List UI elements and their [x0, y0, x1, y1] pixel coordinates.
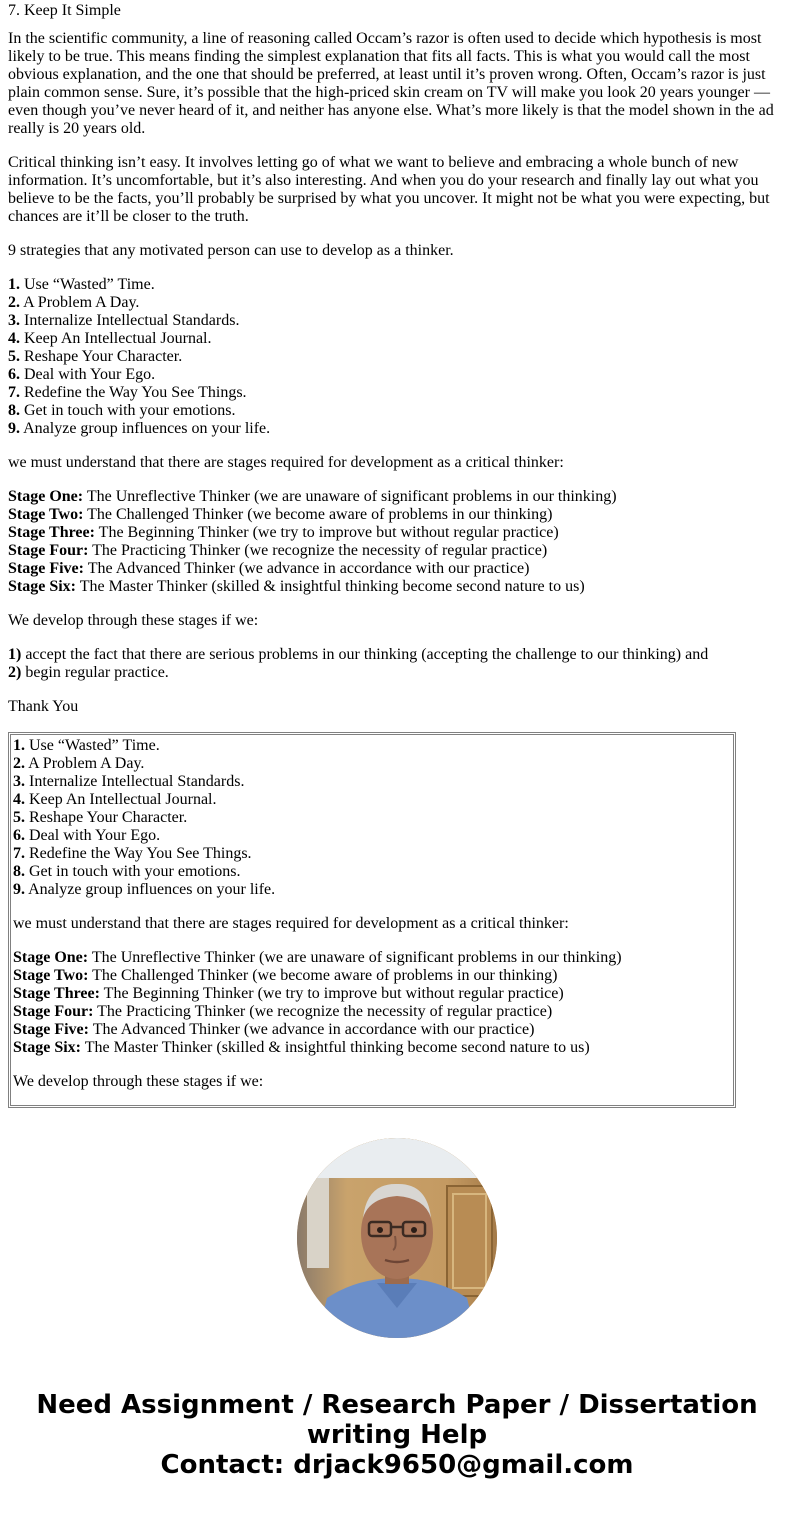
strategies-intro: 9 strategies that any motivated person can use to develop as a thinker.: [8, 242, 454, 259]
list-item: Stage One: The Unreflective Thinker (we are unaware of significant problems in our thinking): [8, 488, 617, 505]
list-item: 3. Internalize Intellectual Standards.: [13, 773, 245, 790]
list-item: 6. Deal with Your Ego.: [8, 366, 156, 383]
list-item: Stage Four: The Practicing Thinker (we recognize the necessity of regular practice): [8, 542, 548, 559]
list-item: 1. Use “Wasted” Time.: [13, 737, 160, 754]
stages-intro: we must understand that there are stages required for development as a critical thinker:: [8, 454, 564, 471]
list-item: 7. Redefine the Way You See Things.: [13, 845, 252, 862]
footer-line-2: writing Help: [306, 1420, 488, 1450]
list-item: 3. Internalize Intellectual Standards.: [8, 312, 240, 329]
conditions-list: [8, 646, 786, 682]
list-item: 8. Get in touch with your emotions.: [13, 863, 241, 880]
list-item: 7. Redefine the Way You See Things.: [8, 384, 247, 401]
author-photo-container: [8, 1138, 786, 1338]
section-heading: 7. Keep It Simple: [8, 2, 121, 19]
box-stages-list: [13, 949, 731, 1057]
list-item: Stage Two: The Challenged Thinker (we become aware of problems in our thinking): [8, 506, 553, 523]
box-develop-intro: We develop through these stages if we:: [13, 1073, 264, 1090]
quoted-summary-content: [10, 734, 734, 1106]
list-item: Stage Six: The Master Thinker (skilled & insightful thinking become second nature to us): [13, 1039, 590, 1056]
strategies-list: [8, 276, 786, 438]
list-item: Stage Four: The Practicing Thinker (we recognize the necessity of regular practice): [13, 1003, 553, 1020]
author-photo: [297, 1138, 497, 1338]
critical-thinking-paragraph: Critical thinking isn’t easy. It involves letting go of what we want to believe and embracing a whole bunch of new information. It’s uncomfortable, but it’s also interesting. And when you do your research and finally lay out what you believe to be the facts, you’ll probably be surprised by what you uncover. It might not be what you were expecting, but chances are it’ll be closer to the truth.: [8, 154, 770, 225]
list-item: 9. Analyze group influences on your life.: [13, 881, 276, 898]
list-item: Stage Two: The Challenged Thinker (we become aware of problems in our thinking): [13, 967, 558, 984]
list-item: Stage Six: The Master Thinker (skilled & insightful thinking become second nature to us): [8, 578, 585, 595]
list-item: 1. Use “Wasted” Time.: [8, 276, 155, 293]
box-strategies-list: [13, 737, 731, 899]
list-item: Stage One: The Unreflective Thinker (we are unaware of significant problems in our thinking): [13, 949, 622, 966]
footer-contact: [8, 1390, 786, 1480]
list-item: 2. A Problem A Day.: [8, 294, 140, 311]
list-item: Stage Three: The Beginning Thinker (we try to improve but without regular practice): [8, 524, 559, 541]
occams-razor-paragraph: In the scientific community, a line of reasoning called Occam’s razor is often used to decide which hypothesis is most likely to be true. This means finding the simplest explanation that fits all facts. This is what you would call the most obvious explanation, and the one that should be preferred, at least until it’s proven wrong. Often, Occam’s razor is just plain common sense. Sure, it’s possible that the high-priced skin cream on TV will make you look 20 years younger — even though you’ve never heard of it, and neither has anyone else. What’s more likely is that the model shown in the ad really is 20 years old.: [8, 30, 774, 137]
list-item: 1) accept the fact that there are serious problems in our thinking (accepting the challenge to our thinking) and: [8, 646, 709, 663]
list-item: Stage Five: The Advanced Thinker (we advance in accordance with our practice): [8, 560, 530, 577]
list-item: 2. A Problem A Day.: [13, 755, 145, 772]
list-item: 5. Reshape Your Character.: [13, 809, 188, 826]
thank-you-text: Thank You: [8, 698, 79, 715]
develop-intro: We develop through these stages if we:: [8, 612, 259, 629]
list-item: 9. Analyze group influences on your life.: [8, 420, 271, 437]
list-item: 6. Deal with Your Ego.: [13, 827, 161, 844]
list-item: 4. Keep An Intellectual Journal.: [13, 791, 217, 808]
footer-contact-email: Contact: drjack9650@gmail.com: [160, 1450, 634, 1480]
list-item: 2) begin regular practice.: [8, 664, 169, 681]
list-item: 5. Reshape Your Character.: [8, 348, 183, 365]
list-item: 4. Keep An Intellectual Journal.: [8, 330, 212, 347]
author-portrait-icon: [297, 1138, 497, 1338]
stages-list: [8, 488, 786, 596]
list-item: Stage Three: The Beginning Thinker (we try to improve but without regular practice): [13, 985, 564, 1002]
footer-line-1: Need Assignment / Research Paper / Dissertation: [36, 1390, 758, 1420]
box-stages-intro: we must understand that there are stages required for development as a critical thinker:: [13, 915, 569, 932]
list-item: 8. Get in touch with your emotions.: [8, 402, 236, 419]
quoted-summary-box: [8, 732, 736, 1108]
list-item: Stage Five: The Advanced Thinker (we advance in accordance with our practice): [13, 1021, 535, 1038]
